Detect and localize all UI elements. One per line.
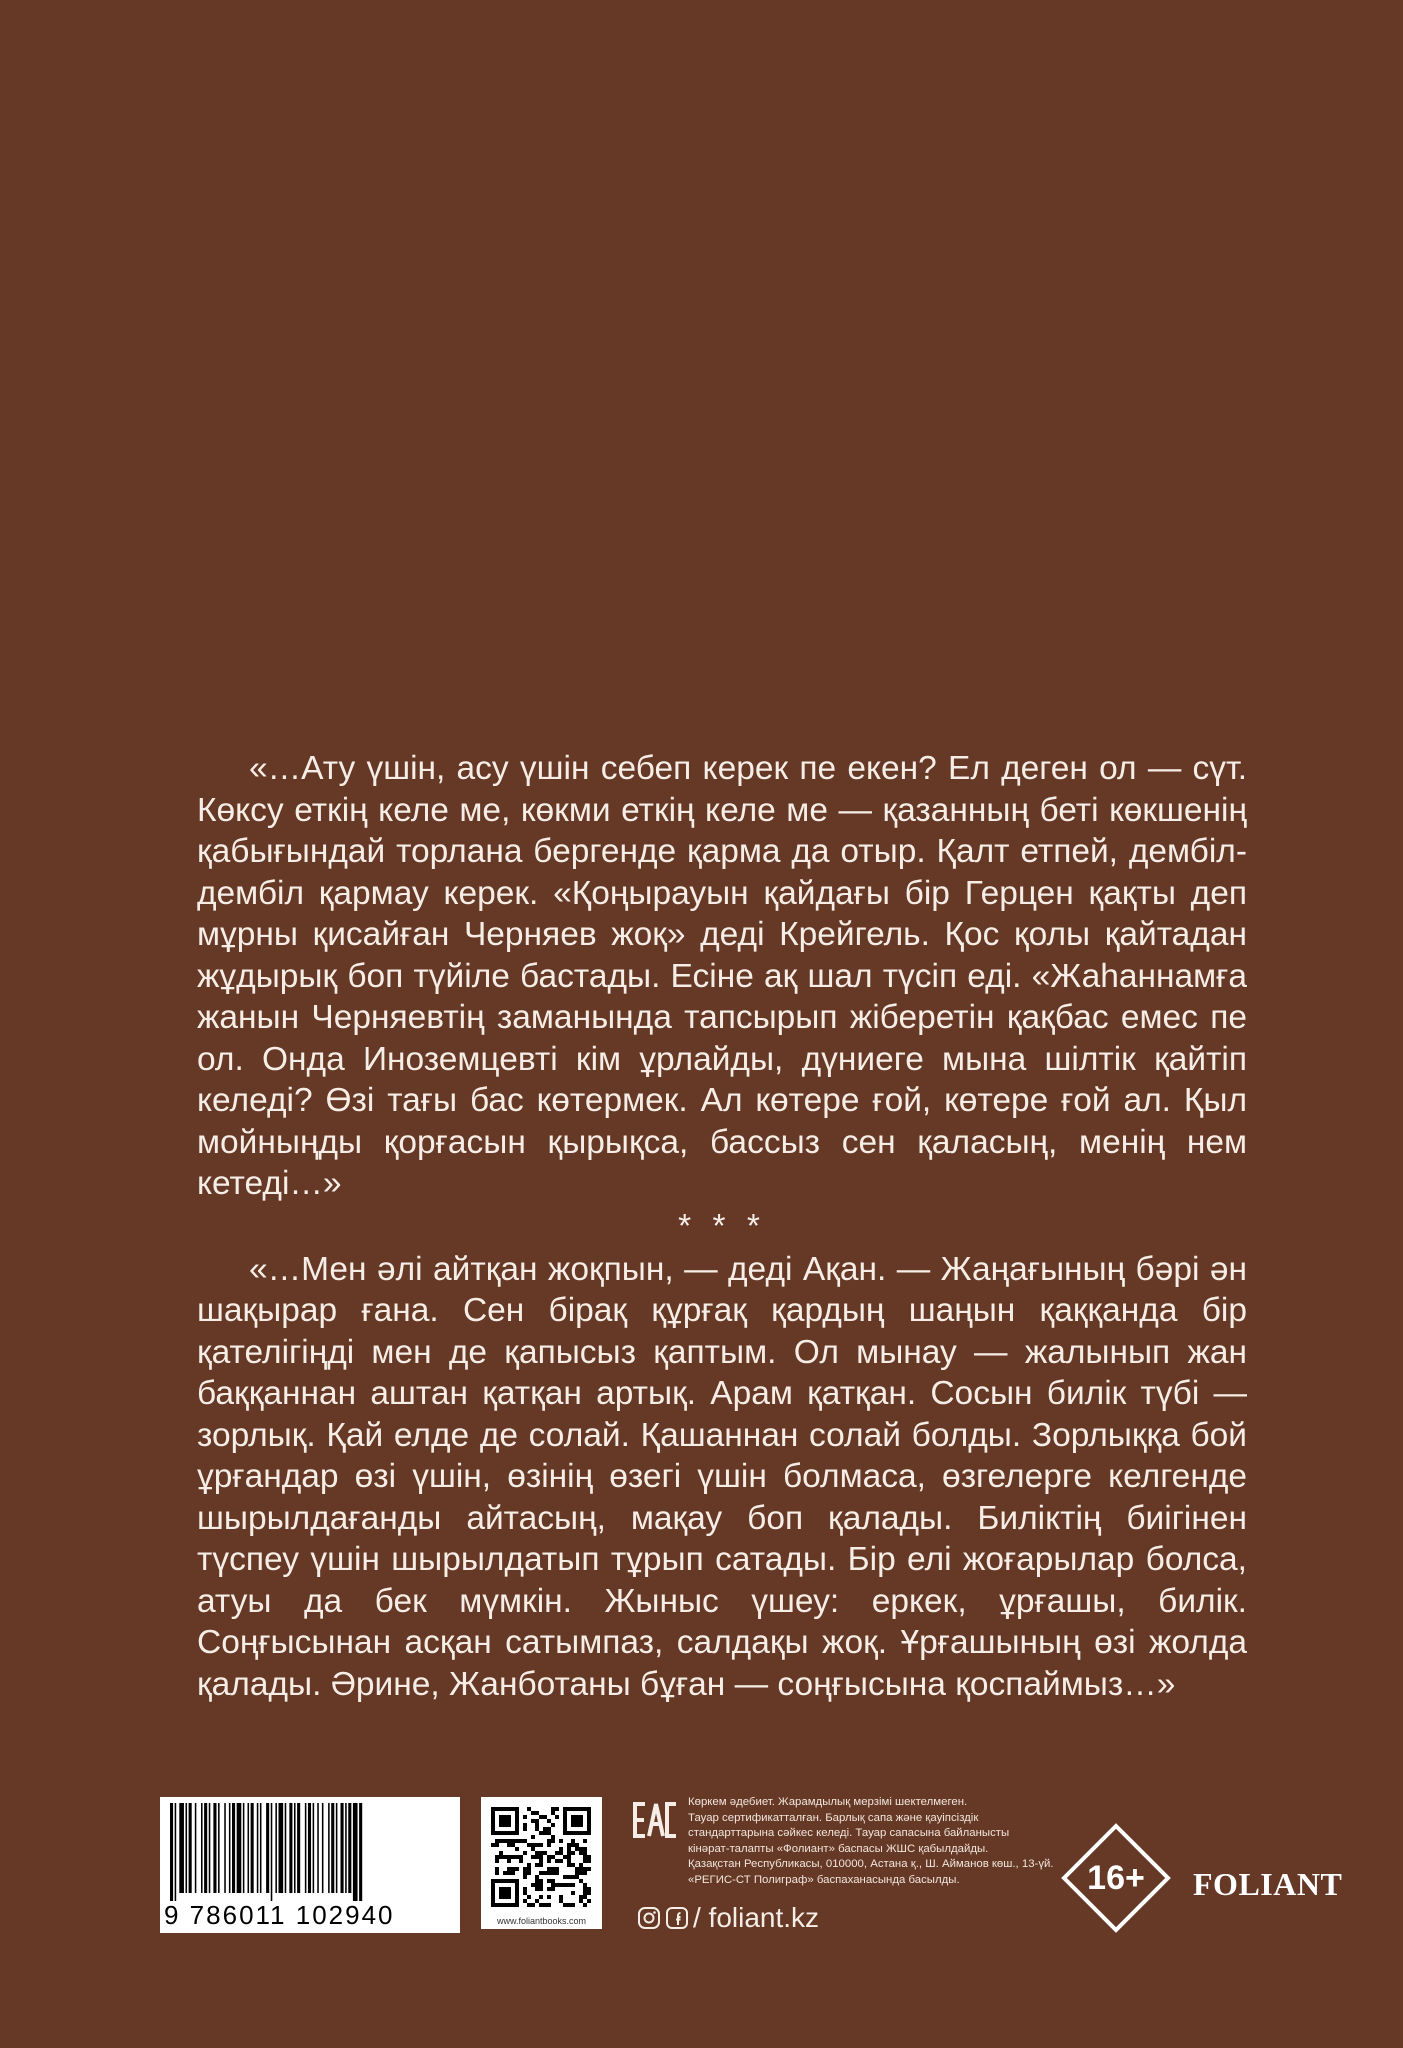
qr-module [515,1839,519,1843]
qr-module [507,1839,511,1843]
qr-module [587,1899,591,1903]
qr-module [535,1879,539,1883]
qr-module [547,1879,551,1883]
qr-module [567,1875,571,1879]
qr-module [507,1855,511,1859]
qr-module [551,1883,555,1887]
qr-module [563,1903,567,1907]
qr-module [567,1843,571,1847]
qr-module [583,1883,587,1887]
qr-module [547,1895,551,1899]
qr-module [539,1871,543,1875]
barcode-bar [345,1803,347,1893]
qr-module [555,1883,559,1887]
qr-module [583,1887,587,1891]
qr-module [551,1811,555,1815]
qr-module [539,1843,543,1847]
qr-module [571,1891,575,1895]
qr-module [587,1859,591,1863]
isbn-barcode [160,1797,460,1933]
qr-module [503,1855,507,1859]
barcode-bar [271,1803,273,1901]
qr-module [547,1871,551,1875]
qr-module [527,1871,531,1875]
barcode-bar [341,1803,344,1893]
qr-module [551,1871,555,1875]
barcode-bar [317,1803,319,1893]
qr-module [583,1871,587,1875]
qr-module [551,1855,555,1859]
qr-module [539,1883,543,1887]
qr-module [571,1839,575,1843]
qr-module [587,1887,591,1891]
excerpt-paragraph-1: «…Ату үшін, асу үшін себеп керек пе екен? Ел деген ол — сүт. Көксу еткің келе ме, көкми еткің келе ме — қазанның беті көкшенің қабығындай торлана бергенде қарма да отыр. Қалт етпей, дембіл-дембіл қармау керек. «Қоңырауын қайдағы бір Герцен қақты деп мұрны қисайған Черняев жоқ» деді Крейгель. Қос қолы қайтадан жұдырық боп түйіле бастады. Есіне ақ шал түсіп еді. «Жаһаннамға жанын Черняевтің заманында тапсырып жіберетін қақбас емес пе ол. Онда Иноземцевті кім ұрлайды, дүниеге мына шілтік қайтіп келеді? Өзі тағы бас көтермек. Ал көтере ғой, көтере ғой ал. Қыл мойныңды қорғасын қырықса, бассыз сен қаласың, менің нем кетеді…» [197,750,1247,1202]
qr-module [567,1847,571,1851]
age-rating-label: 16+ [1087,1858,1145,1897]
qr-module [523,1871,527,1875]
qr-module [539,1879,543,1883]
legal-line: «РЕГИС-СТ Полиграф» баспаханасында басылды. [688,1873,960,1886]
qr-module [587,1855,591,1859]
barcode-bar [204,1803,207,1893]
isbn-number: 9 786011 102940 [164,1900,395,1930]
qr-module [535,1863,539,1867]
barcode-bar [232,1803,235,1893]
barcode-bar [201,1803,203,1893]
qr-module [523,1823,527,1827]
qr-finder [499,1887,511,1899]
qr-module [583,1903,587,1907]
qr-module [527,1867,531,1871]
qr-module [543,1827,547,1831]
qr-module [551,1835,555,1839]
qr-module [575,1843,579,1847]
barcode-bar [294,1803,296,1893]
barcode-bar [229,1803,231,1893]
qr-module [527,1895,531,1899]
barcode-bar [209,1803,211,1893]
qr-module [579,1867,583,1871]
qr-module [559,1895,563,1899]
qr-code [481,1797,602,1929]
barcode-bar [331,1803,334,1893]
qr-module [547,1867,551,1871]
qr-module [543,1815,547,1819]
qr-module [551,1839,555,1843]
barcode-bar [305,1803,307,1893]
qr-module [491,1843,495,1847]
barcode-bar [224,1803,226,1893]
social-links[interactable] [637,1903,819,1933]
barcode-bar [237,1803,242,1893]
qr-module [547,1887,551,1891]
publisher-logo-text: FOLIANT [1193,1865,1343,1902]
qr-module [495,1839,499,1843]
qr-module [511,1871,515,1875]
qr-module [587,1891,591,1895]
qr-module [531,1855,535,1859]
qr-module [507,1859,511,1863]
qr-module [535,1851,539,1855]
qr-module [539,1855,543,1859]
qr-module [507,1871,511,1875]
barcode-bar [353,1803,358,1901]
barcode-bar [186,1803,188,1893]
qr-module [539,1851,543,1855]
qr-module [563,1855,567,1859]
qr-module [555,1815,559,1819]
qr-module [567,1855,571,1859]
qr-module [547,1843,551,1847]
qr-module [559,1839,563,1843]
qr-module [547,1855,551,1859]
qr-module [559,1899,563,1903]
qr-module [523,1899,527,1903]
qr-module [507,1843,511,1847]
instagram-icon[interactable] [637,1906,661,1930]
qr-module [523,1867,527,1871]
barcode-bar [275,1803,277,1893]
qr-module [523,1891,527,1895]
barcode-bars-icon [160,1797,460,1901]
qr-module [539,1859,543,1863]
barcode-bar [328,1803,330,1893]
qr-module [563,1875,567,1879]
barcode-bar [285,1803,287,1893]
qr-module [555,1807,559,1811]
qr-module [547,1839,551,1843]
age-rating-badge [1061,1823,1171,1933]
qr-module [535,1819,539,1823]
qr-module [523,1827,527,1831]
qr-module [571,1883,575,1887]
qr-module [511,1867,515,1871]
excerpt-paragraph-2: «…Мен әлі айтқан жоқпын, — деді Ақан. — Жаңағының бәрі ән шақырар ғана. Сен бірақ құрғақ қардың шаңын қаққанда бір қателігіңді мен де қапысыз қаптым. Ол мынау — жалынып жан баққаннан аштан қатқан артық. Арам қатқан. Сосын билік түбі — зорлық. Қай елде де солай. Қашаннан солай болды. Зорлыққа бой ұрғандар өзі үшін, өзінің өзегі үшін болмаса, өзгелерге келгенде шырылдағанды айтасың, мақау боп қалады. Биліктің биігінен түспеу үшін шырылдатып тұрып сатады. Бір елі жоғарылар болса, атуы да бек мүмкін. Жыныс үшеу: еркек, ұрғашы, билік. Соңғысынан асқан сатымпаз, салдақы жоқ. Ұрғашының өзі жолда қалады. Әрине, Жанботаны бұған — соңғысына қоспаймыз…» [197,1250,1247,1703]
qr-module [547,1859,551,1863]
qr-module [531,1883,535,1887]
qr-module [535,1875,539,1879]
qr-module [531,1835,535,1839]
qr-module [575,1871,579,1875]
qr-module [523,1851,527,1855]
qr-module [555,1851,559,1855]
qr-module [543,1871,547,1875]
qr-module [547,1827,551,1831]
barcode-bar [308,1803,311,1893]
qr-module [539,1863,543,1867]
barcode-bar [218,1803,220,1893]
qr-module [507,1867,511,1871]
qr-module [583,1867,587,1871]
qr-module [539,1815,543,1819]
qr-module [535,1899,539,1903]
qr-module [515,1855,519,1859]
barcode-bar [213,1803,216,1893]
qr-module [543,1831,547,1835]
qr-module [575,1875,579,1879]
qr-module [547,1831,551,1835]
qr-module [527,1863,531,1867]
qr-module [555,1871,559,1875]
qr-module [515,1867,519,1871]
publisher-logo [1193,1864,1342,1904]
qr-module [503,1839,507,1843]
legal-line: Көркем әдебиет. Жарамдылық мерзімі шектелмеген. [688,1796,968,1808]
qr-module [531,1843,535,1847]
barcode-bar [279,1803,284,1893]
barcode-bar [189,1803,192,1893]
barcode-bar [179,1803,184,1893]
qr-module [583,1851,587,1855]
barcode-bar [313,1803,315,1893]
qr-module [559,1847,563,1851]
qr-module [579,1851,583,1855]
qr-module [535,1855,539,1859]
barcode-bar [348,1803,351,1893]
qr-module [567,1863,571,1867]
qr-url: www.foliantbooks.com [496,1916,587,1926]
eac-certification-icon [632,1800,678,1840]
qr-module [579,1863,583,1867]
qr-module [539,1831,543,1835]
qr-code-icon [481,1797,602,1909]
legal-line: кінәрат-талапты «Фолиант» баспасы ЖШС қабылдайды. [688,1842,989,1855]
qr-finder [571,1815,583,1827]
qr-module [563,1883,567,1887]
qr-module [559,1859,563,1863]
qr-module [523,1839,527,1843]
barcode-bar [289,1803,292,1893]
qr-module [495,1871,499,1875]
qr-module [519,1859,523,1863]
qr-module [579,1871,583,1875]
barcode-bar [260,1803,262,1893]
barcode-bar [257,1803,259,1893]
barcode-bar [170,1803,173,1901]
barcode-bar [266,1803,269,1893]
qr-module [551,1887,555,1891]
qr-module [547,1819,551,1823]
qr-module [559,1883,563,1887]
qr-module [583,1895,587,1899]
qr-module [555,1859,559,1863]
qr-module [531,1819,535,1823]
qr-module [527,1903,531,1907]
qr-module [499,1839,503,1843]
qr-module [559,1851,563,1855]
barcode-bar [195,1803,197,1893]
qr-module [547,1903,551,1907]
qr-module [495,1855,499,1859]
qr-module [519,1855,523,1859]
qr-module [551,1807,555,1811]
qr-module [583,1855,587,1859]
qr-module [531,1903,535,1907]
qr-module [539,1887,543,1891]
qr-module [583,1847,587,1851]
barcode-bar [248,1803,250,1893]
qr-module [571,1875,575,1879]
qr-module [535,1827,539,1831]
qr-module [575,1847,579,1851]
qr-module [503,1871,507,1875]
qr-module [527,1843,531,1847]
qr-module [587,1867,591,1871]
qr-module [567,1859,571,1863]
qr-module [551,1867,555,1871]
qr-module [499,1851,503,1855]
qr-module [579,1847,583,1851]
barcode-bar [243,1803,245,1893]
qr-module [495,1867,499,1871]
legal-line: стандарттарына сәйкес келеді. Тауар сапасына байланысты [688,1827,1010,1839]
excerpt-text [197,748,1247,1705]
qr-module [551,1823,555,1827]
qr-module [571,1903,575,1907]
barcode-bar [175,1803,177,1901]
qr-module [523,1887,527,1891]
qr-module [535,1823,539,1827]
qr-module [511,1843,515,1847]
qr-module [531,1811,535,1815]
qr-module [515,1847,519,1851]
qr-module [571,1851,575,1855]
barcode-bar [359,1803,362,1901]
qr-module [535,1843,539,1847]
qr-module [567,1851,571,1855]
qr-module [519,1839,523,1843]
qr-module [555,1867,559,1871]
qr-module [543,1903,547,1907]
qr-module [583,1891,587,1895]
qr-module [543,1851,547,1855]
qr-module [539,1895,543,1899]
qr-module [499,1855,503,1859]
barcode-bar [297,1803,300,1893]
qr-module [527,1807,531,1811]
qr-module [583,1839,587,1843]
qr-module [511,1839,515,1843]
qr-module [511,1855,515,1859]
qr-module [579,1899,583,1903]
qr-module [495,1843,499,1847]
social-handle[interactable]: / foliant.kz [693,1902,820,1933]
qr-module [551,1879,555,1883]
qr-module [571,1863,575,1867]
qr-module [495,1859,499,1863]
qr-module [567,1903,571,1907]
barcode-bar [336,1803,338,1893]
qr-module [567,1883,571,1887]
qr-module [535,1811,539,1815]
qr-module [535,1883,539,1887]
barcode-bar [322,1803,324,1893]
qr-finder [499,1815,511,1827]
qr-module [579,1879,583,1883]
facebook-icon[interactable] [665,1906,689,1930]
qr-module [531,1847,535,1851]
qr-module [571,1843,575,1847]
legal-info [688,1795,1068,1888]
legal-line: Тауар сертификатталған. Барлық сапа және қауіпсіздік [688,1811,979,1824]
barcode-bar [251,1803,254,1893]
legal-line: Қазақстан Республикасы, 010000, Астана қ., Ш. Айманов көш., 13-үй. [688,1858,1054,1870]
qr-module [539,1903,543,1907]
qr-module [523,1875,527,1879]
section-separator: * * * [678,1207,766,1245]
qr-module [579,1895,583,1899]
qr-module [575,1867,579,1871]
qr-module [535,1887,539,1891]
qr-module [523,1815,527,1819]
qr-module [583,1859,587,1863]
